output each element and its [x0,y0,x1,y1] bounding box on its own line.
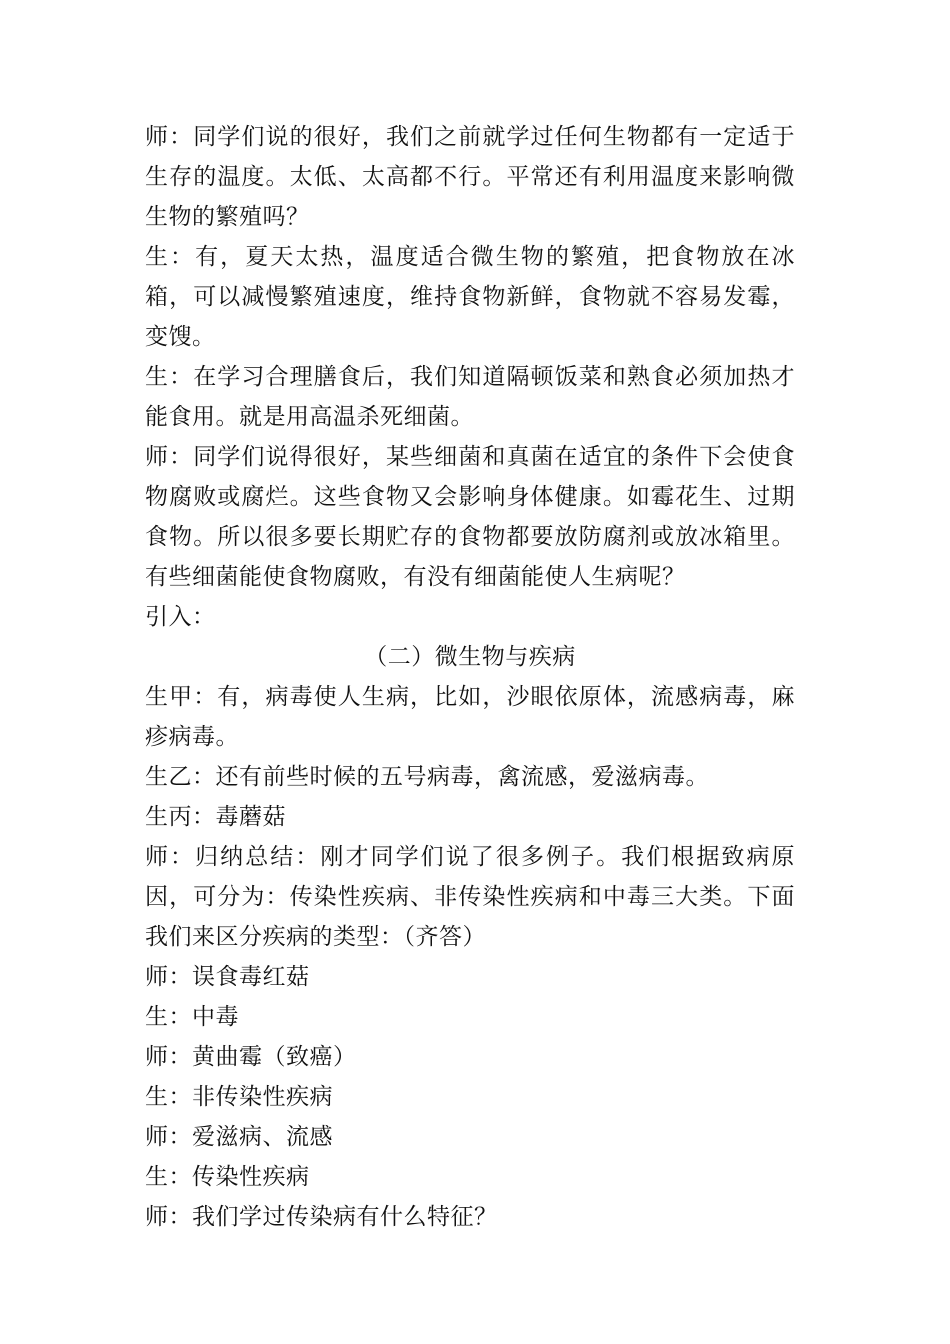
section-heading: （二）微生物与疾病 [364,644,576,670]
paragraph-teacher-summary: 师：归纳总结：刚才同学们说了很多例子。我们根据致病原因，可分为：传染性疾病、非传染性疾病和中毒三大类。下面我们来区分疾病的类型：（齐答） [145,844,795,950]
paragraph-teacher-food-spoilage: 师：同学们说得很好，某些细菌和真菌在适宜的条件下会使食物腐败或腐烂。这些食物又会影响身体健康。如霉花生、过期食物。所以很多要长期贮存的食物都要放防腐剂或放冰箱里。有些细菌能使食物腐败，有没有细菌能使人生病呢？ [145,444,795,590]
paragraph-teacher-aflatoxin: 师：黄曲霉（致癌） [145,1044,357,1070]
paragraph-teacher-question: 师：我们学过传染病有什么特征？ [145,1204,498,1230]
paragraph-teacher-aids-flu: 师：爱滋病、流感 [145,1124,333,1150]
paragraph-student-noninfectious: 生：非传染性疾病 [145,1084,333,1110]
paragraph-student-heating: 生：在学习合理膳食后，我们知道隔顿饭菜和熟食必须加热才能食用。就是用高温杀死细菌。 [145,364,795,430]
paragraph-student-b: 生乙：还有前些时候的五号病毒，禽流感，爱滋病毒。 [145,764,709,790]
paragraph-student-a: 生甲：有，病毒使人生病，比如，沙眼依原体，流感病毒，麻疹病毒。 [145,684,795,750]
paragraph-teacher-temperature: 师：同学们说的很好，我们之前就学过任何生物都有一定适于生存的温度。太低、太高都不行。平常还有利用温度来影响微生物的繁殖吗？ [145,124,795,230]
paragraph-student-poisoning: 生：中毒 [145,1004,239,1030]
paragraph-introduction: 引入： [145,604,216,630]
paragraph-student-infectious: 生：传染性疾病 [145,1164,310,1190]
paragraph-teacher-mushroom: 师：误食毒红菇 [145,964,310,990]
document-body [145,117,795,1237]
paragraph-student-fridge: 生：有，夏天太热，温度适合微生物的繁殖，把食物放在冰箱，可以减慢繁殖速度，维持食物新鲜，食物就不容易发霉，变馊。 [145,244,795,350]
paragraph-student-c: 生丙：毒蘑菇 [145,804,286,830]
